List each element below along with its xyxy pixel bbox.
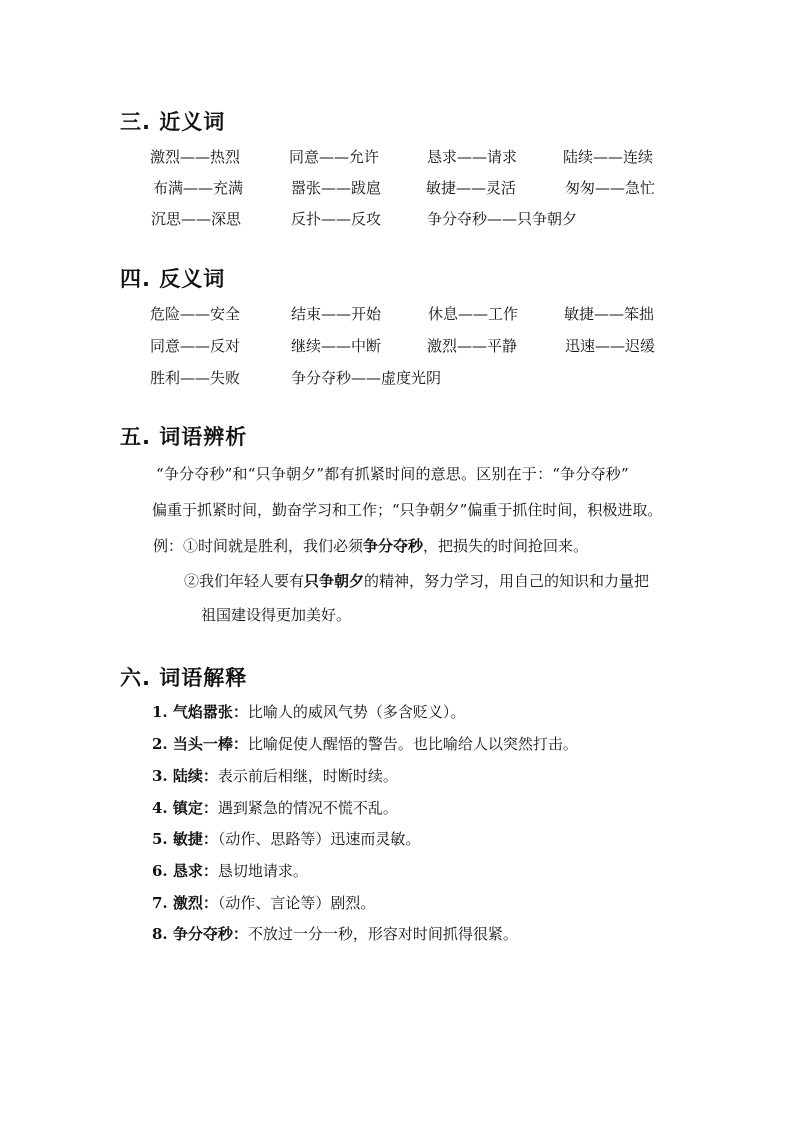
definition-item <box>152 797 398 818</box>
word-pair: 继续——中断 <box>291 337 382 355</box>
analysis-example-2-cont: 祖国建设得更加美好。 <box>201 606 352 624</box>
example-text: ②我们年轻人要有 <box>184 572 305 590</box>
word-pair: 争分夺秒——虚度光阴 <box>291 369 442 387</box>
word-pair: 布满——充满 <box>153 179 244 197</box>
definition-text: 比喻促使人醒悟的警告。也比喻给人以突然打击。 <box>247 735 578 753</box>
definition-text: （动作、言论等）剧烈。 <box>217 894 376 912</box>
word-pair: 同意——允许 <box>289 148 380 166</box>
word-pair: 危险——安全 <box>150 305 241 323</box>
word-pair: 激烈——平静 <box>427 337 518 355</box>
section-title-explanations: 六. 词语解释 <box>120 666 248 690</box>
word-pair: 沉思——深思 <box>151 210 242 228</box>
definition-term: 7. 激烈： <box>152 894 218 912</box>
definition-item <box>152 733 578 754</box>
word-pair: 迅速——迟缓 <box>565 337 656 355</box>
word-pair: 休息——工作 <box>428 305 519 323</box>
definition-term: 8. 争分夺秒： <box>152 925 248 943</box>
definition-text: 恳切地请求。 <box>217 862 308 880</box>
word-pair: 结束——开始 <box>291 305 382 323</box>
definition-text: （动作、思路等）迅速而灵敏。 <box>217 830 421 848</box>
definition-item <box>152 765 398 786</box>
example-text: ，把损失的时间抢回来。 <box>423 537 589 555</box>
word-pair: 反扑——反攻 <box>291 210 382 228</box>
definition-item <box>152 923 518 944</box>
word-pair: 激烈——热烈 <box>150 148 241 166</box>
analysis-paragraph-line1: “争分夺秒”和“只争朝夕”都有抓紧时间的意思。区别在于：“争分夺秒” <box>156 465 629 483</box>
word-pair: 敏捷——灵活 <box>426 179 517 197</box>
example-text: 例：①时间就是胜利，我们必须 <box>153 537 364 555</box>
definition-text: 不放过一分一秒，形容对时间抓得很紧。 <box>247 925 518 943</box>
word-pair: 恳求——请求 <box>427 148 518 166</box>
section-title-analysis: 五. 词语辨析 <box>120 425 248 449</box>
definition-text: 比喻人的威风气势（多含贬义）。 <box>247 703 466 721</box>
section-title-antonyms: 四. 反义词 <box>120 267 226 291</box>
definition-item <box>152 860 308 881</box>
word-pair: 匆匆——急忙 <box>565 179 656 197</box>
word-pair: 陆续——连续 <box>563 148 654 166</box>
definition-text: 表示前后相继，时断时续。 <box>217 767 398 785</box>
word-pair: 敏捷——笨拙 <box>564 305 655 323</box>
definition-term: 6. 恳求： <box>152 862 218 880</box>
example-keyword: 争分夺秒 <box>363 537 424 555</box>
word-pair: 争分夺秒——只争朝夕 <box>427 210 578 228</box>
definition-term: 4. 镇定： <box>152 799 218 817</box>
word-pair: 嚣张——跋扈 <box>291 179 382 197</box>
analysis-example-1 <box>153 535 588 556</box>
definition-item <box>152 828 420 849</box>
word-pair: 胜利——失败 <box>150 369 241 387</box>
definition-term: 3. 陆续： <box>152 767 218 785</box>
definition-term: 5. 敏捷： <box>152 830 218 848</box>
definition-term: 1. 气焰嚣张： <box>152 703 248 721</box>
definition-text: 遇到紧急的情况不慌不乱。 <box>217 799 398 817</box>
section-title-synonyms: 三. 近义词 <box>120 110 226 134</box>
definition-term: 2. 当头一棒： <box>152 735 248 753</box>
example-keyword: 只争朝夕 <box>304 572 365 590</box>
analysis-paragraph-line2: 偏重于抓紧时间，勤奋学习和工作；“只争朝夕”偏重于抓住时间，积极进取。 <box>152 501 663 519</box>
analysis-example-2 <box>184 570 649 591</box>
definition-item <box>152 892 375 913</box>
definition-item <box>152 701 465 722</box>
example-text: 的精神，努力学习，用自己的知识和力量把 <box>364 572 650 590</box>
word-pair: 同意——反对 <box>150 337 241 355</box>
